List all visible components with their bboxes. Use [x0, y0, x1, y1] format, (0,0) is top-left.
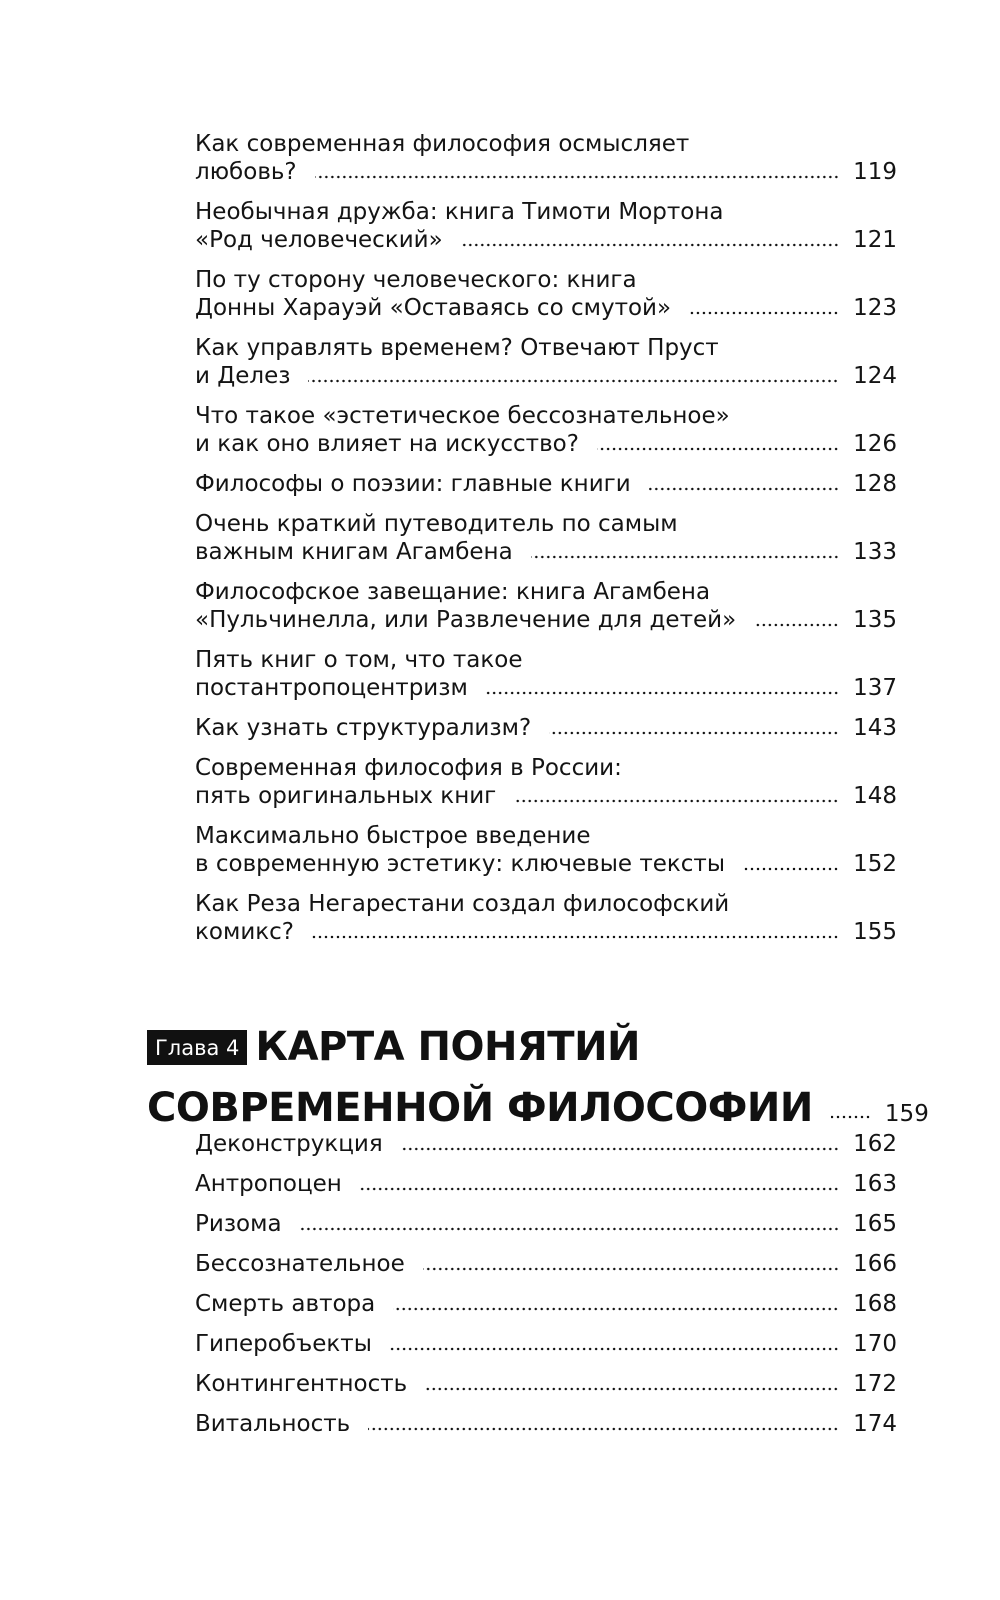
- toc-list-top: [195, 130, 897, 958]
- entry-title: Философы о поэзии: главные книги: [195, 471, 631, 497]
- entry-title-line1: Философское завещание: книга Агамбена: [195, 579, 711, 605]
- entry-title-line1: Необычная дружба: книга Тимоти Мортона: [195, 199, 724, 225]
- entry-page-number: 128: [853, 471, 897, 497]
- dot-leader: [514, 798, 839, 804]
- dot-leader: [393, 1306, 839, 1312]
- dot-leader: [401, 1146, 839, 1152]
- entry-page-number: 170: [853, 1331, 897, 1357]
- dot-leader: [597, 446, 839, 452]
- entry-title-line1: Максимально быстрое введение: [195, 823, 591, 849]
- entry-page-number: 143: [853, 715, 897, 741]
- toc-entry: [195, 198, 897, 254]
- entry-title-line2: любовь?: [195, 159, 297, 185]
- chapter-page-number: 159: [884, 1101, 929, 1127]
- dot-leader: [531, 554, 839, 560]
- dot-leader: [312, 934, 839, 940]
- entry-title: Контингентность: [195, 1371, 408, 1397]
- toc-entry: [195, 1210, 897, 1238]
- toc-entry: [195, 890, 897, 946]
- entry-page-number: 148: [853, 783, 897, 809]
- dot-leader: [754, 622, 839, 628]
- entry-title-line1: Как управлять временем? Отвечают Пруст: [195, 335, 719, 361]
- dot-leader: [423, 1266, 839, 1272]
- toc-entry: [195, 1370, 897, 1398]
- toc-entry: [195, 578, 897, 634]
- entry-title-line2: пять оригинальных книг: [195, 783, 497, 809]
- dot-leader: [831, 1114, 871, 1120]
- entry-title-line1: Очень краткий путеводитель по самым: [195, 511, 678, 537]
- toc-entry: [195, 1330, 897, 1358]
- entry-title-line1: Что такое «эстетическое бессознательное»: [195, 403, 730, 429]
- dot-leader: [689, 310, 839, 316]
- dot-leader: [425, 1386, 839, 1392]
- chapter-heading: [147, 1020, 929, 1132]
- entry-page-number: 172: [853, 1371, 897, 1397]
- dot-leader: [461, 242, 839, 248]
- dot-leader: [486, 690, 839, 696]
- entry-page-number: 121: [853, 227, 897, 253]
- entry-title: Как узнать структурализм?: [195, 715, 532, 741]
- toc-entry: [195, 714, 897, 742]
- entry-page-number: 126: [853, 431, 897, 457]
- entry-title-line2: комикс?: [195, 919, 295, 945]
- toc-entry: [195, 754, 897, 810]
- entry-title-line2: и как оно влияет на искусство?: [195, 431, 579, 457]
- dot-leader: [743, 866, 839, 872]
- dot-leader: [300, 1226, 839, 1232]
- entry-title: Смерть автора: [195, 1291, 376, 1317]
- entry-page-number: 166: [853, 1251, 897, 1277]
- toc-entry: [195, 1410, 897, 1438]
- entry-page-number: 124: [853, 363, 897, 389]
- entry-title-line2: постантропоцентризм: [195, 675, 468, 701]
- entry-title-line1: Современная философия в России:: [195, 755, 622, 781]
- entry-page-number: 123: [853, 295, 897, 321]
- entry-title: Витальность: [195, 1411, 351, 1437]
- toc-list-bottom: [195, 1130, 897, 1450]
- entry-page-number: 137: [853, 675, 897, 701]
- toc-entry: [195, 402, 897, 458]
- entry-page-number: 152: [853, 851, 897, 877]
- dot-leader: [390, 1346, 839, 1352]
- toc-entry: [195, 646, 897, 702]
- entry-page-number: 165: [853, 1211, 897, 1237]
- dot-leader: [308, 378, 839, 384]
- entry-title: Ризома: [195, 1211, 282, 1237]
- dot-leader: [315, 174, 839, 180]
- toc-entry: [195, 1170, 897, 1198]
- entry-page-number: 119: [853, 159, 897, 185]
- entry-title: Бессознательное: [195, 1251, 405, 1277]
- entry-page-number: 162: [853, 1131, 897, 1157]
- entry-title-line2: «Род человеческий»: [195, 227, 443, 253]
- entry-page-number: 168: [853, 1291, 897, 1317]
- toc-entry: [195, 822, 897, 878]
- entry-page-number: 133: [853, 539, 897, 565]
- toc-entry: [195, 1130, 897, 1158]
- chapter-title-line1: КАРТА ПОНЯТИЙ: [255, 1024, 641, 1070]
- entry-title-line1: По ту сторону человеческого: книга: [195, 267, 637, 293]
- dot-leader: [549, 730, 839, 736]
- entry-title-line2: «Пульчинелла, или Развлечение для детей»: [195, 607, 737, 633]
- entry-page-number: 155: [853, 919, 897, 945]
- entry-title-line1: Как Реза Негарестани создал философский: [195, 891, 730, 917]
- entry-title: Гиперобъекты: [195, 1331, 372, 1357]
- entry-page-number: 135: [853, 607, 897, 633]
- toc-entry: [195, 1250, 897, 1278]
- dot-leader: [360, 1186, 839, 1192]
- entry-page-number: 174: [853, 1411, 897, 1437]
- toc-entry: [195, 130, 897, 186]
- dot-leader: [368, 1426, 839, 1432]
- entry-title-line1: Как современная философия осмысляет: [195, 131, 690, 157]
- entry-title: Антропоцен: [195, 1171, 342, 1197]
- entry-title: Деконструкция: [195, 1131, 383, 1157]
- toc-entry: [195, 266, 897, 322]
- toc-entry: [195, 334, 897, 390]
- toc-entry: [195, 470, 897, 498]
- entry-title-line2: Донны Харауэй «Оставаясь со смутой»: [195, 295, 672, 321]
- toc-entry: [195, 510, 897, 566]
- entry-title-line2: важным книгам Агамбена: [195, 539, 513, 565]
- chapter-title-line2: СОВРЕМЕННОЙ ФИЛОСОФИИ: [147, 1085, 813, 1131]
- entry-title-line2: в современную эстетику: ключевые тексты: [195, 851, 725, 877]
- entry-page-number: 163: [853, 1171, 897, 1197]
- entry-title-line2: и Делез: [195, 363, 291, 389]
- dot-leader: [649, 486, 839, 492]
- chapter-label: Глава 4: [147, 1030, 247, 1065]
- entry-title-line1: Пять книг о том, что такое: [195, 647, 523, 673]
- toc-entry: [195, 1290, 897, 1318]
